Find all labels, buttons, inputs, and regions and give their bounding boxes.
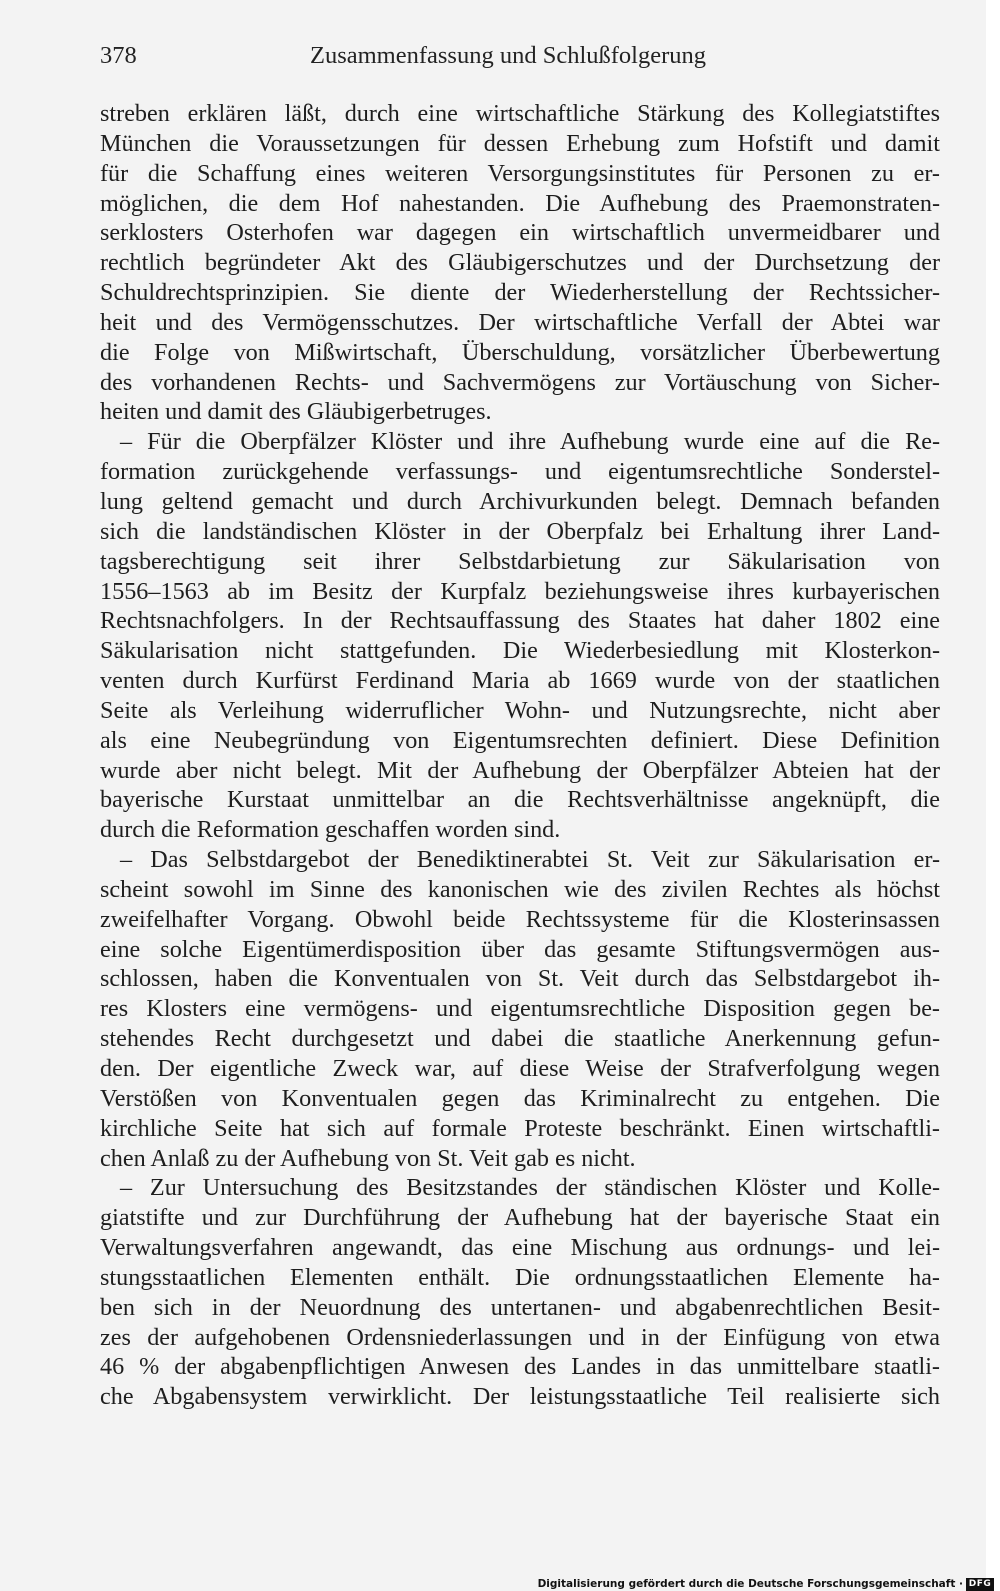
- text-line: che Abgabensystem verwirklicht. Der leistungsstaatliche Teil realisierte sich: [100, 1383, 940, 1411]
- text-line: tagsberechtigung seit ihrer Selbstdarbietung zur Säkularisation von: [100, 547, 940, 575]
- text-line: stehendes Recht durchgesetzt und dabei die staatliche Anerkennung gefun-: [100, 1025, 940, 1053]
- text-line: serklosters Osterhofen war dagegen ein wirtschaftlich unvermeidbarer und: [100, 219, 940, 247]
- text-line: Verstößen von Konventualen gegen das Kriminalrecht zu entgehen. Die: [100, 1084, 940, 1112]
- body-text: [100, 99, 940, 1412]
- text-line: kirchliche Seite hat sich auf formale Proteste beschränkt. Einen wirtschaftli-: [100, 1114, 940, 1142]
- text-line: res Klosters eine vermögens- und eigentumsrechtliche Disposition gegen be-: [100, 995, 940, 1023]
- text-line: sich die landständischen Klöster in der Oberpfalz bei Erhaltung ihrer Land-: [100, 517, 940, 545]
- text-line: bayerische Kurstaat unmittelbar an die Rechtsverhältnisse angeknüpft, die: [100, 786, 940, 814]
- text-line: München die Voraussetzungen für dessen Erhebung zum Hofstift und damit: [100, 129, 940, 157]
- text-line: scheint sowohl im Sinne des kanonischen wie des zivilen Rechtes als höchst: [100, 875, 940, 903]
- text-line: – Das Selbstdargebot der Benediktinerabtei St. Veit zur Säkularisation er-: [120, 846, 940, 874]
- text-line: Verwaltungsverfahren angewandt, das eine Mischung aus ordnungs- und lei-: [100, 1234, 940, 1262]
- text-line: ben sich in der Neuordnung des untertanen- und abgabenrechtlichen Besit-: [100, 1293, 940, 1321]
- text-line: 46 % der abgabenpflichtigen Anwesen des Landes in das unmittelbare staatli-: [100, 1353, 940, 1381]
- text-line: Rechtsnachfolgers. In der Rechtsauffassung des Staates hat daher 1802 eine: [100, 607, 940, 635]
- page-number: 378: [100, 42, 137, 69]
- text-line: heit und des Vermögensschutzes. Der wirtschaftliche Verfall der Abtei war: [100, 308, 940, 336]
- text-line: – Zur Untersuchung des Besitzstandes der ständischen Klöster und Kolle-: [120, 1174, 940, 1202]
- text-line: lung geltend gemacht und durch Archivurkunden belegt. Demnach befanden: [100, 487, 940, 515]
- text-line: formation zurückgehende verfassungs- und eigentumsrechtliche Sonderstel-: [100, 458, 940, 486]
- text-line: für die Schaffung eines weiteren Versorgungsinstitutes für Personen zu er-: [100, 159, 940, 187]
- text-line: 1556–1563 ab im Besitz der Kurpfalz beziehungsweise ihres kurbayerischen: [100, 577, 940, 605]
- dfg-logo: DFG: [966, 1578, 994, 1591]
- text-line: schlossen, haben die Konventualen von St. Veit durch das Selbstdargebot ih-: [100, 965, 940, 993]
- text-line: als eine Neubegründung von Eigentumsrechten definiert. Diese Definition: [100, 726, 940, 754]
- text-line: streben erklären läßt, durch eine wirtschaftliche Stärkung des Kollegiatstiftes: [100, 100, 940, 127]
- page-header: [100, 42, 945, 72]
- text-line: stungsstaatlichen Elementen enthält. Die ordnungsstaatlichen Elemente ha-: [100, 1263, 940, 1291]
- text-line: zweifelhafter Vorgang. Obwohl beide Rechtssysteme für die Klosterinsassen: [100, 905, 940, 933]
- text-line: rechtlich begründeter Akt des Gläubigerschutzes und der Durchsetzung der: [100, 249, 940, 277]
- running-title: Zusammenfassung und Schlußfolgerung: [310, 42, 707, 69]
- text-line: den. Der eigentliche Zweck war, auf diese Weise der Strafverfolgung wegen: [100, 1055, 940, 1082]
- text-line: chen Anlaß zu der Aufhebung von St. Veit gab es nicht.: [100, 1144, 636, 1172]
- text-line: durch die Reformation geschaffen worden sind.: [100, 816, 561, 844]
- text-line: des vorhandenen Rechts- und Sachvermögens zur Vortäuschung von Sicher-: [100, 368, 940, 396]
- text-line: Seite als Verleihung widerruflicher Wohn- und Nutzungsrechte, nicht aber: [100, 696, 940, 724]
- text-line: wurde aber nicht belegt. Mit der Aufhebung der Oberpfälzer Abteien hat der: [100, 756, 940, 784]
- text-line: – Für die Oberpfälzer Klöster und ihre Aufhebung wurde eine auf die Re-: [120, 428, 940, 456]
- text-line: eine solche Eigentümerdisposition über das gesamte Stiftungsvermögen aus-: [100, 935, 940, 963]
- text-line: heiten und damit des Gläubigerbetruges.: [100, 398, 492, 426]
- text-line: Säkularisation nicht stattgefunden. Die Wiederbesiedlung mit Klosterkon-: [100, 637, 940, 665]
- text-line: möglichen, die dem Hof nahestanden. Die Aufhebung des Praemonstraten-: [100, 189, 940, 217]
- text-line: die Folge von Mißwirtschaft, Überschuldung, vorsätzlicher Überbewertung: [100, 338, 940, 366]
- text-line: zes der aufgehobenen Ordensniederlassungen und in der Einfügung von etwa: [100, 1323, 940, 1351]
- footer-credit: Digitalisierung gefördert durch die Deutsche Forschungsgemeinschaft ·: [537, 1578, 963, 1590]
- text-line: giatstifte und zur Durchführung der Aufhebung hat der bayerische Staat ein: [100, 1204, 940, 1232]
- digitization-footer: [538, 1577, 994, 1591]
- text-line: venten durch Kurfürst Ferdinand Maria ab 1669 wurde von der staatlichen: [100, 667, 940, 695]
- text-line: Schuldrechtsprinzipien. Sie diente der Wiederherstellung der Rechtssicher-: [100, 279, 940, 307]
